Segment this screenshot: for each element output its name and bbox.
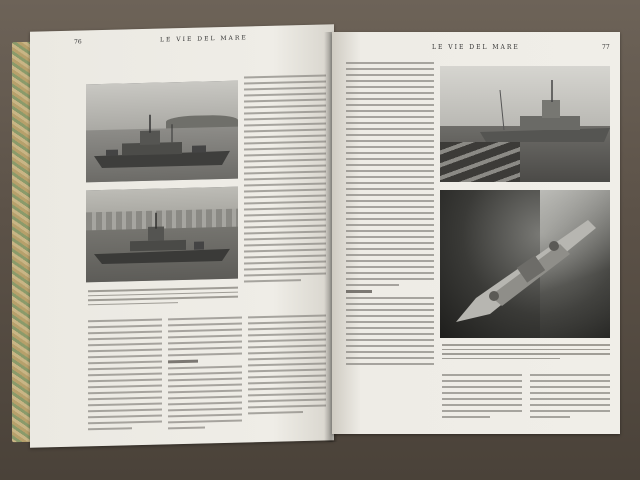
photo-ship-dockside [440,66,610,182]
text-column-right-upper [244,74,326,286]
destroyer-ship-icon [90,211,234,271]
text-column-3 [248,314,326,418]
text-column-right-page-1 [346,62,434,369]
left-running-head: LE VIE DEL MARE [160,34,248,44]
photo-destroyer-port [86,187,238,283]
open-book [12,24,626,444]
photo-caption-left [88,287,238,309]
right-running-head: LE VIE DEL MARE [432,44,520,51]
text-column-right-page-3 [530,374,610,422]
left-page-number: 76 [74,38,82,46]
cruiser-ship-icon [92,111,232,174]
warship-aerial-icon [450,210,600,330]
photo-cruiser-harbour [86,81,238,183]
right-page-number: 77 [602,44,610,51]
left-page [30,24,334,447]
text-column-2 [168,317,242,434]
right-page [332,32,620,434]
photo-ship-underway [440,190,610,338]
text-column-right-page-2 [442,374,522,422]
photo-caption-right [442,344,610,362]
text-column-1 [88,318,162,434]
book-cover-edge [12,42,32,442]
moored-warship-icon [480,80,610,150]
